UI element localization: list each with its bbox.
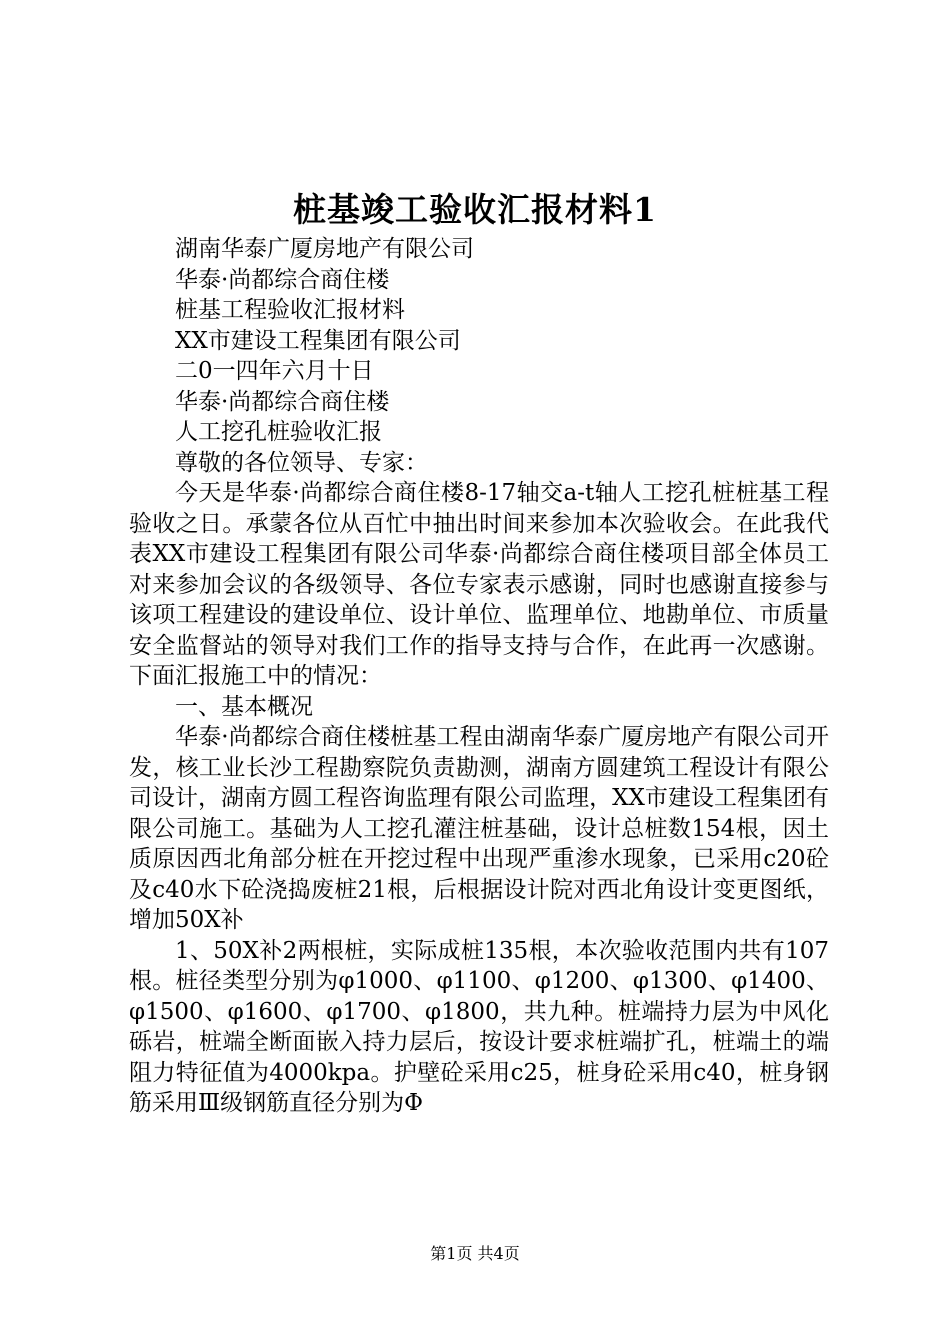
document-title: 桩基竣工验收汇报材料1 bbox=[293, 190, 657, 229]
paragraph-overview: 华泰·尚都综合商住楼桩基工程由湖南华泰广厦房地产有限公司开发，核工业长沙工程勘察院负责勘测，湖南方圆建筑工程设计有限公司设计，湖南方圆工程咨询监理有限公司监理，XX市建设工程集团有限公司施工。基础为人工挖孔灌注桩基础，设计总桩数154根，因土质原因西北角部分桩在开挖过程中出现严重渗水现象，已采用c20砼及c40水下砼浇捣废桩21根，后根据设计院对西北角设计变更图纸，增加50X补 bbox=[129, 724, 829, 933]
document-body bbox=[129, 234, 829, 1119]
paragraph-contractor: XX市建设工程集团有限公司 bbox=[175, 327, 461, 354]
paragraph-pile-details: 1、50X补2两根桩，实际成桩135根，本次验收范围内共有107根。桩径类型分别为φ1000、φ1100、φ1200、φ1300、φ1400、φ1500、φ1600、φ1700、φ1800，共九种。桩端持力层为中风化砾岩，桩端全断面嵌入持力层后，按设计要求桩端扩孔，桩端土的端阻力特征值为4000kpa。护壁砼采用c25，桩身砼采用c40，桩身钢筋采用Ⅲ级钢筋直径分别为Φ bbox=[129, 937, 829, 1116]
paragraph-material-title: 桩基工程验收汇报材料 bbox=[175, 297, 405, 323]
paragraph-project-name: 华泰·尚都综合商住楼 bbox=[175, 266, 390, 293]
paragraph-introduction: 今天是华泰·尚都综合商住楼8-17轴交a-t轴人工挖孔桩桩基工程验收之日。承蒙各位从百忙中抽出时间来参加本次验收会。在此我代表XX市建设工程集团有限公司华泰·尚都综合商住楼项目部全体员工对来参加会议的各级领导、各位专家表示感谢，同时也感谢直接参与该项工程建设的建设单位、设计单位、监理单位、地勘单位、市质量安全监督站的领导对我们工作的指导支持与合作，在此再一次感谢。下面汇报施工中的情况： bbox=[129, 480, 829, 689]
paragraph-salutation: 尊敬的各位领导、专家： bbox=[175, 449, 428, 476]
page-number: 第1页 共4页 bbox=[430, 1244, 520, 1263]
paragraph-developer: 湖南华泰广厦房地产有限公司 bbox=[175, 236, 474, 262]
paragraph-project-name-2: 华泰·尚都综合商住楼 bbox=[175, 388, 390, 415]
section-heading-overview: 一、基本概况 bbox=[175, 693, 313, 720]
paragraph-report-title: 人工挖孔桩验收汇报 bbox=[175, 419, 382, 445]
paragraph-date: 二0一四年六月十日 bbox=[175, 358, 374, 384]
